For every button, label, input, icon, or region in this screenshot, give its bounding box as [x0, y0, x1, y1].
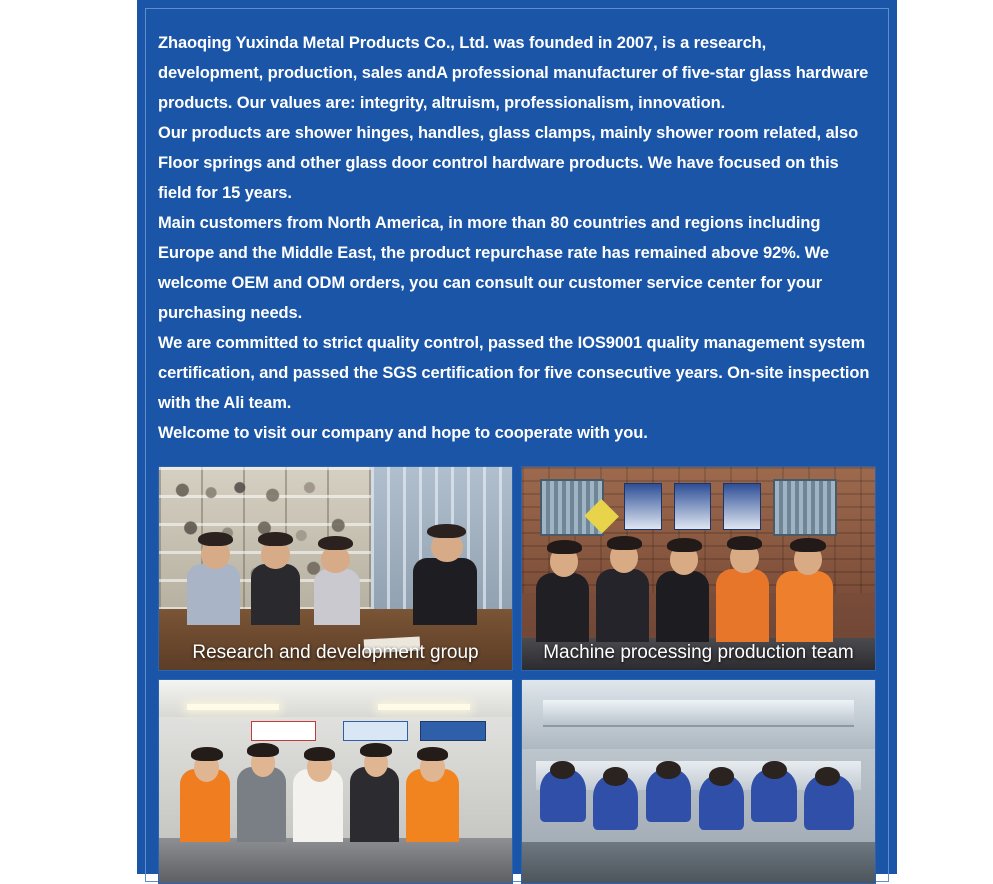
machine-processing-team-photo [521, 466, 876, 671]
person-body [350, 767, 399, 842]
worker-head [603, 767, 628, 785]
workshop-floor [522, 842, 875, 883]
person-head [321, 546, 349, 572]
person-hair [607, 536, 642, 550]
person-hair [247, 743, 279, 757]
person-hair [360, 743, 392, 757]
extraction-hood [543, 700, 854, 726]
person-hair [417, 747, 449, 761]
photo-caption: Machine processing production team [543, 642, 854, 663]
person-body [314, 569, 360, 626]
packaging-table [159, 838, 512, 883]
workshop-window [773, 479, 837, 536]
showroom-meeting-photo [158, 466, 513, 671]
ceiling-lamp [187, 704, 279, 710]
paragraph-quality: We are committed to strict quality control, passed the IOS9001 quality management system certification, and passed the SGS certification for five consecutive years. On-site inspection with the Ali team. [158, 334, 870, 412]
person-body [251, 564, 300, 625]
person-body [596, 569, 649, 642]
person-hair [258, 532, 293, 546]
person-hair [191, 747, 223, 761]
person-body [656, 571, 709, 642]
person-body [776, 571, 832, 642]
person-hair [427, 524, 466, 538]
person-body [716, 569, 769, 642]
packaging-group-photo [158, 679, 513, 884]
factory-photo-grid [158, 466, 876, 884]
paragraph-customers: Main customers from North America, in more than 80 countries and regions including Europe and the Middle East, the product repurchase rate has remained above 92%. We welcome OEM and ODM orders, you can consult our customer service center for your purchasing needs. [158, 214, 829, 322]
paragraph-intro: Zhaoqing Yuxinda Metal Products Co., Ltd. was founded in 2007, is a research, development, production, sales andA professional manufacturer of five-star glass hardware products. Our values are: integrity, altruism, professionalism, innovation. [158, 34, 869, 112]
person-hair [790, 538, 825, 552]
person-body [536, 573, 589, 642]
company-description [158, 28, 871, 448]
wall-banner [420, 721, 486, 741]
photo-caption: Research and development group [192, 642, 479, 663]
person-hair [727, 536, 762, 550]
person-hair [667, 538, 702, 552]
safety-notice-board [674, 483, 711, 530]
person-hair [318, 536, 353, 550]
worker-head [709, 767, 734, 785]
person-body [413, 558, 477, 625]
person-hair [198, 532, 233, 546]
wall-banner [343, 721, 409, 741]
worker-head [815, 767, 840, 785]
safety-notice-board [723, 483, 760, 530]
paragraph-welcome: Welcome to visit our company and hope to cooperate with you. [158, 424, 648, 442]
person-hair [304, 747, 336, 761]
person-hair [547, 540, 582, 554]
person-body [237, 767, 286, 842]
ceiling-lamp [378, 704, 470, 710]
wall-banner [251, 721, 317, 741]
person-body [187, 564, 240, 625]
blue-content-panel [137, 0, 897, 874]
assembly-line-photo [521, 679, 876, 884]
paragraph-products: Our products are shower hinges, handles, glass clamps, mainly shower room related, also Floor springs and other glass door control hardware products. We have focused on this field for 15 years. [158, 124, 859, 202]
workshop-ceiling [159, 680, 512, 717]
safety-notice-board [624, 483, 661, 530]
